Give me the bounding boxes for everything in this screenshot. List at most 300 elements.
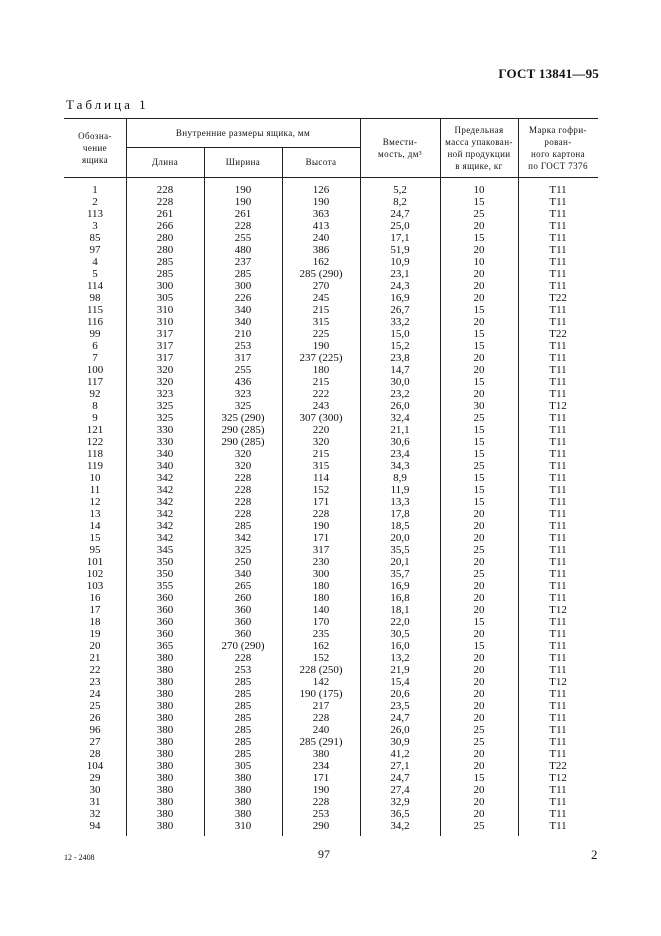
cell-cardboard-grade: Т11	[549, 664, 567, 676]
cell-height: 180	[312, 592, 330, 604]
cell-capacity: 24,7	[390, 208, 410, 220]
cell-max-mass: 20	[473, 268, 485, 280]
cell-cardboard-grade: Т11	[549, 340, 567, 352]
cell-length: 355	[156, 580, 174, 592]
cell-height: 215	[312, 448, 330, 460]
cell-capacity: 32,9	[390, 796, 410, 808]
cell-width: 325	[234, 544, 252, 556]
cell-length: 325	[156, 412, 174, 424]
cell-capacity: 13,3	[390, 496, 410, 508]
cell-cardboard-grade: Т12	[549, 676, 567, 688]
cell-width: 340	[234, 316, 252, 328]
table-row	[64, 208, 598, 220]
cell-capacity: 24,7	[390, 772, 410, 784]
cell-capacity: 51,9	[390, 244, 410, 256]
cell-designation: 8	[92, 400, 98, 412]
cell-height: 222	[312, 388, 330, 400]
cell-height: 380	[312, 748, 330, 760]
cell-height: 142	[312, 676, 330, 688]
cell-height: 320	[312, 436, 330, 448]
cell-cardboard-grade: Т11	[549, 616, 567, 628]
cell-max-mass: 15	[473, 196, 485, 208]
cell-designation: 9	[92, 412, 98, 424]
cell-designation: 19	[89, 628, 101, 640]
standard-designation: ГОСТ 13841—95	[498, 66, 599, 81]
table-row	[64, 244, 598, 256]
cell-cardboard-grade: Т11	[549, 724, 567, 736]
table-row	[64, 436, 598, 448]
cell-width: 310	[234, 820, 252, 832]
cell-cardboard-grade: Т11	[549, 652, 567, 664]
cell-height: 270	[312, 280, 330, 292]
cell-cardboard-grade: Т11	[549, 580, 567, 592]
table-row	[64, 184, 598, 196]
cell-height: 126	[312, 184, 330, 196]
cell-length: 330	[156, 436, 174, 448]
cell-max-mass: 20	[473, 604, 485, 616]
cell-cardboard-grade: Т11	[549, 316, 567, 328]
table-row	[64, 748, 598, 760]
cell-max-mass: 25	[473, 208, 485, 220]
table-row	[64, 784, 598, 796]
cell-max-mass: 15	[473, 484, 485, 496]
cell-capacity: 23,4	[390, 448, 410, 460]
cell-max-mass: 20	[473, 508, 485, 520]
cell-width: 342	[234, 532, 252, 544]
cell-max-mass: 30	[473, 400, 485, 412]
cell-width: 290 (285)	[221, 424, 265, 436]
cell-height: 171	[312, 496, 330, 508]
cell-cardboard-grade: Т11	[549, 532, 567, 544]
cell-width: 380	[234, 784, 252, 796]
cell-width: 340	[234, 568, 252, 580]
cell-capacity: 23,5	[390, 700, 410, 712]
cell-capacity: 26,0	[390, 400, 410, 412]
cell-length: 360	[156, 592, 174, 604]
cell-designation: 101	[86, 556, 104, 568]
cell-width: 285	[234, 676, 252, 688]
table-row	[64, 508, 598, 520]
cell-width: 340	[234, 304, 252, 316]
cell-length: 300	[156, 280, 174, 292]
cell-width: 228	[234, 220, 252, 232]
cell-width: 255	[234, 364, 252, 376]
cell-length: 305	[156, 292, 174, 304]
table-row	[64, 376, 598, 388]
cell-designation: 85	[89, 232, 101, 244]
table-row	[64, 568, 598, 580]
cell-length: 380	[156, 712, 174, 724]
cell-designation: 113	[86, 208, 104, 220]
cell-width: 285	[234, 736, 252, 748]
header-designation: Обозна- чение ящика	[78, 130, 112, 165]
cell-height: 228	[312, 796, 330, 808]
table-row	[64, 820, 598, 832]
cell-max-mass: 20	[473, 808, 485, 820]
cell-width: 228	[234, 652, 252, 664]
cell-designation: 27	[89, 736, 101, 748]
table-row	[64, 724, 598, 736]
cell-max-mass: 20	[473, 664, 485, 676]
cell-designation: 103	[86, 580, 104, 592]
cell-width: 436	[234, 376, 252, 388]
cell-height: 220	[312, 424, 330, 436]
cell-designation: 1	[92, 184, 98, 196]
table-row	[64, 448, 598, 460]
cell-width: 228	[234, 496, 252, 508]
cell-width: 360	[234, 628, 252, 640]
cell-capacity: 36,5	[390, 808, 410, 820]
cell-cardboard-grade: Т11	[549, 568, 567, 580]
cell-cardboard-grade: Т11	[549, 448, 567, 460]
cell-capacity: 5,2	[393, 184, 407, 196]
cell-height: 235	[312, 628, 330, 640]
cell-designation: 7	[92, 352, 98, 364]
cell-capacity: 17,1	[390, 232, 410, 244]
cell-capacity: 26,7	[390, 304, 410, 316]
cell-length: 350	[156, 556, 174, 568]
header-capacity: Вмести- мость, дм³	[378, 136, 422, 159]
cell-max-mass: 20	[473, 532, 485, 544]
cell-cardboard-grade: Т12	[549, 772, 567, 784]
cell-designation: 4	[92, 256, 98, 268]
cell-max-mass: 20	[473, 292, 485, 304]
cell-length: 342	[156, 496, 174, 508]
cell-cardboard-grade: Т11	[549, 232, 567, 244]
cell-capacity: 15,0	[390, 328, 410, 340]
cell-height: 152	[312, 484, 330, 496]
cell-designation: 17	[89, 604, 101, 616]
cell-height: 315	[312, 316, 330, 328]
cell-width: 260	[234, 592, 252, 604]
cell-width: 228	[234, 484, 252, 496]
cell-height: 285 (291)	[299, 736, 343, 748]
cell-capacity: 20,0	[390, 532, 410, 544]
cell-max-mass: 20	[473, 388, 485, 400]
cell-cardboard-grade: Т11	[549, 244, 567, 256]
cell-capacity: 16,9	[390, 580, 410, 592]
cell-max-mass: 20	[473, 676, 485, 688]
cell-height: 307 (300)	[299, 412, 343, 424]
cell-capacity: 17,8	[390, 508, 410, 520]
cell-capacity: 32,4	[390, 412, 410, 424]
cell-designation: 97	[89, 244, 101, 256]
cell-height: 217	[312, 700, 330, 712]
cell-designation: 98	[89, 292, 101, 304]
cell-capacity: 30,5	[390, 628, 410, 640]
table-caption: Таблица 1	[66, 97, 149, 112]
cell-height: 253	[312, 808, 330, 820]
cell-cardboard-grade: Т11	[549, 412, 567, 424]
header-width: Ширина	[225, 157, 261, 167]
cell-height: 180	[312, 364, 330, 376]
table-row	[64, 640, 598, 652]
cell-cardboard-grade: Т11	[549, 820, 567, 832]
header-inner-dimensions: Внутренние размеры ящика, мм	[175, 127, 311, 138]
cell-width: 317	[234, 352, 252, 364]
cell-width: 305	[234, 760, 252, 772]
cell-designation: 14	[89, 520, 101, 532]
cell-cardboard-grade: Т11	[549, 712, 567, 724]
cell-length: 380	[156, 808, 174, 820]
cell-cardboard-grade: Т11	[549, 556, 567, 568]
table-row	[64, 412, 598, 424]
cell-length: 261	[156, 208, 174, 220]
cell-width: 226	[234, 292, 252, 304]
table-row	[64, 808, 598, 820]
cell-capacity: 25,0	[390, 220, 410, 232]
cell-capacity: 26,0	[390, 724, 410, 736]
cell-height: 162	[312, 640, 330, 652]
cell-designation: 11	[89, 484, 101, 496]
table-row	[64, 772, 598, 784]
cell-cardboard-grade: Т11	[549, 640, 567, 652]
cell-height: 285 (290)	[299, 268, 343, 280]
cell-length: 325	[156, 400, 174, 412]
cell-length: 342	[156, 532, 174, 544]
cell-max-mass: 25	[473, 820, 485, 832]
cell-capacity: 20,1	[390, 556, 410, 568]
cell-width: 253	[234, 340, 252, 352]
cell-max-mass: 15	[473, 340, 485, 352]
cell-length: 310	[156, 316, 174, 328]
cell-length: 342	[156, 484, 174, 496]
cell-designation: 32	[89, 808, 101, 820]
table-row	[64, 280, 598, 292]
cell-designation: 13	[89, 508, 101, 520]
table-row	[64, 592, 598, 604]
cell-capacity: 15,2	[390, 340, 410, 352]
table-row	[64, 616, 598, 628]
cell-width: 228	[234, 472, 252, 484]
cell-max-mass: 20	[473, 796, 485, 808]
cell-capacity: 11,9	[390, 484, 410, 496]
cell-width: 300	[234, 280, 252, 292]
cell-height: 230	[312, 556, 330, 568]
cell-height: 114	[312, 472, 330, 484]
cell-height: 225	[312, 328, 330, 340]
cell-designation: 118	[86, 448, 104, 460]
cell-cardboard-grade: Т11	[549, 700, 567, 712]
header-height: Высота	[305, 157, 337, 167]
cell-height: 180	[312, 580, 330, 592]
cell-cardboard-grade: Т11	[549, 268, 567, 280]
cell-max-mass: 25	[473, 544, 485, 556]
cell-width: 380	[234, 772, 252, 784]
cell-width: 255	[234, 232, 252, 244]
cell-width: 190	[234, 184, 252, 196]
cell-max-mass: 15	[473, 376, 485, 388]
cell-length: 380	[156, 676, 174, 688]
header-cardboard-grade: Марка гофри- рован- ного картона по ГОСТ 7376	[528, 124, 588, 171]
cell-height: 162	[312, 256, 330, 268]
cell-max-mass: 25	[473, 412, 485, 424]
cell-length: 380	[156, 736, 174, 748]
table-row	[64, 292, 598, 304]
cell-length: 342	[156, 508, 174, 520]
cell-height: 171	[312, 532, 330, 544]
cell-length: 342	[156, 520, 174, 532]
cell-width: 228	[234, 508, 252, 520]
table-row	[64, 736, 598, 748]
cell-max-mass: 20	[473, 556, 485, 568]
sheet-number: 2	[591, 847, 598, 862]
cell-cardboard-grade: Т11	[549, 808, 567, 820]
cell-designation: 115	[86, 304, 104, 316]
cell-width: 237	[234, 256, 252, 268]
cell-designation: 24	[89, 688, 101, 700]
cell-capacity: 35,5	[390, 544, 410, 556]
cell-cardboard-grade: Т22	[549, 292, 567, 304]
cell-max-mass: 20	[473, 712, 485, 724]
cell-height: 215	[312, 376, 330, 388]
cell-capacity: 14,7	[390, 364, 410, 376]
cell-length: 380	[156, 724, 174, 736]
cell-max-mass: 15	[473, 616, 485, 628]
cell-max-mass: 20	[473, 592, 485, 604]
table-row	[64, 628, 598, 640]
cell-width: 320	[234, 460, 252, 472]
cell-max-mass: 20	[473, 760, 485, 772]
cell-capacity: 18,5	[390, 520, 410, 532]
cell-max-mass: 25	[473, 460, 485, 472]
page-number: 97	[318, 847, 330, 861]
cell-length: 285	[156, 268, 174, 280]
cell-width: 261	[234, 208, 252, 220]
cell-max-mass: 25	[473, 724, 485, 736]
cell-max-mass: 20	[473, 652, 485, 664]
cell-cardboard-grade: Т11	[549, 208, 567, 220]
cell-height: 413	[312, 220, 330, 232]
cell-capacity: 30,9	[390, 736, 410, 748]
cell-designation: 102	[86, 568, 104, 580]
cell-max-mass: 15	[473, 496, 485, 508]
cell-designation: 117	[86, 376, 104, 388]
cell-length: 365	[156, 640, 174, 652]
cell-designation: 122	[86, 436, 104, 448]
cell-height: 315	[312, 460, 330, 472]
table-row	[64, 196, 598, 208]
cell-max-mass: 20	[473, 784, 485, 796]
cell-height: 245	[312, 292, 330, 304]
cell-length: 360	[156, 616, 174, 628]
cell-length: 228	[156, 196, 174, 208]
cell-max-mass: 10	[473, 256, 485, 268]
cell-max-mass: 20	[473, 280, 485, 292]
table-row	[64, 424, 598, 436]
cell-height: 190 (175)	[299, 688, 343, 700]
cell-designation: 10	[89, 472, 101, 484]
cell-width: 210	[234, 328, 252, 340]
cell-width: 190	[234, 196, 252, 208]
cell-capacity: 16,0	[390, 640, 410, 652]
cell-cardboard-grade: Т22	[549, 760, 567, 772]
cell-width: 320	[234, 448, 252, 460]
cell-capacity: 23,8	[390, 352, 410, 364]
cell-designation: 114	[86, 280, 104, 292]
cell-width: 325	[234, 400, 252, 412]
cell-max-mass: 20	[473, 688, 485, 700]
cell-capacity: 21,1	[390, 424, 410, 436]
table-row	[64, 328, 598, 340]
cell-capacity: 27,1	[390, 760, 410, 772]
cell-width: 285	[234, 688, 252, 700]
cell-cardboard-grade: Т11	[549, 460, 567, 472]
dimensions-table	[64, 118, 598, 836]
table-row	[64, 352, 598, 364]
table-row	[64, 340, 598, 352]
cell-cardboard-grade: Т11	[549, 220, 567, 232]
table-row	[64, 664, 598, 676]
cell-capacity: 27,4	[390, 784, 410, 796]
cell-max-mass: 20	[473, 364, 485, 376]
table-row	[64, 604, 598, 616]
cell-designation: 116	[86, 316, 104, 328]
cell-max-mass: 15	[473, 232, 485, 244]
print-code: 12 - 2408	[64, 853, 95, 862]
cell-height: 190	[312, 784, 330, 796]
cell-designation: 2	[92, 196, 98, 208]
cell-height: 240	[312, 724, 330, 736]
table-row	[64, 268, 598, 280]
table-row	[64, 580, 598, 592]
table-row	[64, 484, 598, 496]
cell-width: 480	[234, 244, 252, 256]
cell-height: 300	[312, 568, 330, 580]
cell-max-mass: 20	[473, 244, 485, 256]
cell-length: 360	[156, 604, 174, 616]
table-row	[64, 544, 598, 556]
cell-width: 250	[234, 556, 252, 568]
cell-capacity: 24,7	[390, 712, 410, 724]
table-row	[64, 532, 598, 544]
cell-capacity: 34,3	[390, 460, 410, 472]
cell-length: 380	[156, 772, 174, 784]
cell-capacity: 24,3	[390, 280, 410, 292]
cell-capacity: 16,9	[390, 292, 410, 304]
cell-capacity: 33,2	[390, 316, 410, 328]
cell-height: 228	[312, 712, 330, 724]
cell-width: 285	[234, 268, 252, 280]
cell-width: 285	[234, 724, 252, 736]
cell-length: 380	[156, 688, 174, 700]
cell-length: 350	[156, 568, 174, 580]
cell-height: 228	[312, 508, 330, 520]
cell-height: 190	[312, 196, 330, 208]
cell-cardboard-grade: Т11	[549, 508, 567, 520]
cell-width: 285	[234, 748, 252, 760]
cell-cardboard-grade: Т11	[549, 280, 567, 292]
cell-designation: 31	[89, 796, 101, 808]
cell-cardboard-grade: Т11	[549, 520, 567, 532]
table-row	[64, 388, 598, 400]
table-row	[64, 256, 598, 268]
cell-designation: 16	[89, 592, 101, 604]
cell-length: 380	[156, 760, 174, 772]
cell-designation: 30	[89, 784, 101, 796]
cell-height: 170	[312, 616, 330, 628]
table-row	[64, 652, 598, 664]
cell-height: 140	[312, 604, 330, 616]
cell-capacity: 20,6	[390, 688, 410, 700]
header-max-mass: Предельная масса упакован- ной продукции в ящике, кг	[445, 124, 513, 171]
cell-max-mass: 20	[473, 220, 485, 232]
cell-cardboard-grade: Т11	[549, 388, 567, 400]
cell-height: 234	[312, 760, 330, 772]
cell-length: 320	[156, 364, 174, 376]
table-row	[64, 400, 598, 412]
cell-max-mass: 25	[473, 736, 485, 748]
